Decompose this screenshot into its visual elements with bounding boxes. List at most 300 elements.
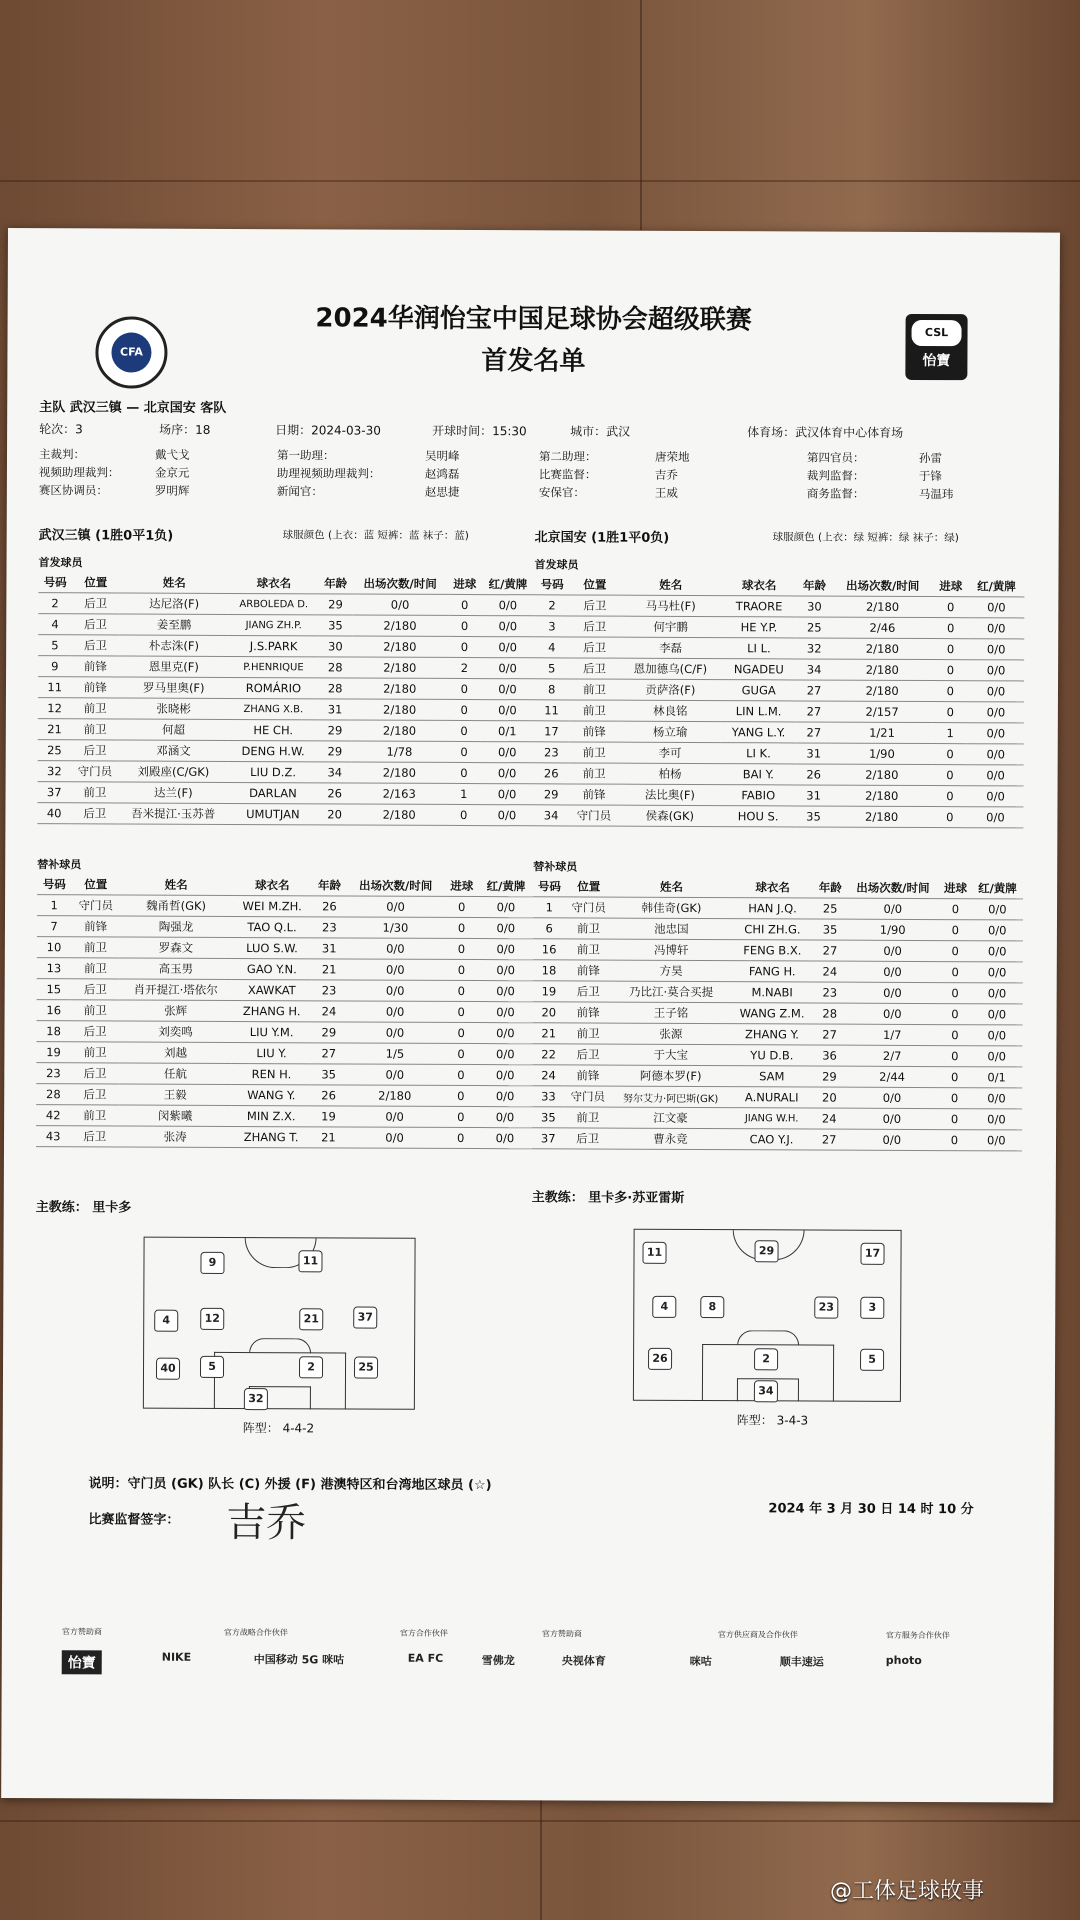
player-shirt: 2: [754, 1348, 778, 1370]
sponsor-logo: 顺丰速运: [779, 1655, 824, 1669]
player-cell: 1/7: [846, 1024, 939, 1045]
player-row: [38, 698, 534, 721]
player-row: [533, 918, 1023, 941]
official-role: 新闻官：: [276, 484, 323, 499]
player-cell: 0/0: [346, 1127, 444, 1148]
sponsor-logo: photo: [885, 1653, 922, 1668]
player-cell: 刘越: [119, 1042, 231, 1063]
player-cell: 35: [312, 1064, 346, 1085]
official-role: 商务监督：: [806, 486, 865, 501]
official-name: 王威: [654, 485, 678, 500]
player-row: [534, 721, 1024, 744]
player-shirt: 8: [700, 1296, 724, 1318]
player-cell: 21: [532, 1023, 565, 1044]
player-cell: P.HENRIQUE: [228, 656, 318, 677]
away-coach: 主教练： 里卡多·苏亚雷斯: [531, 1190, 685, 1206]
player-cell: 2/180: [352, 699, 448, 720]
player-row: [38, 593, 534, 616]
player-cell: 2: [534, 595, 569, 616]
player-cell: 23: [814, 982, 847, 1003]
player-cell: 27: [814, 940, 847, 961]
player-cell: 0/0: [480, 805, 533, 826]
home-coach: 主教练： 里卡多: [35, 1200, 132, 1216]
player-cell: 0: [933, 597, 968, 618]
player-cell: 0/0: [478, 1128, 532, 1149]
player-cell: 0: [444, 1085, 478, 1106]
player-row: [36, 1084, 532, 1107]
player-cell: FANG H.: [731, 961, 814, 982]
player-row: [534, 637, 1024, 660]
player-cell: 江文豪: [611, 1107, 730, 1129]
player-cell: BAI Y.: [721, 764, 796, 785]
player-cell: 后卫: [565, 1044, 611, 1065]
player-cell: 0/0: [481, 637, 534, 658]
player-cell: YANG L.Y.: [721, 722, 796, 743]
player-cell: 前卫: [565, 939, 611, 960]
away-formation: 阵型： 3-4-3: [736, 1413, 809, 1428]
player-cell: 2/180: [832, 680, 933, 701]
player-cell: 30: [319, 636, 353, 657]
player-cell: 21: [312, 959, 346, 980]
sponsor-logo: 怡寶: [62, 1650, 102, 1674]
away-formation-pitch: [633, 1229, 902, 1402]
player-cell: 侯森(GK): [619, 805, 720, 826]
teams-line: 主队 武汉三镇 — 北京国安 客队: [39, 400, 227, 416]
player-cell: 1/5: [346, 1043, 444, 1064]
column-header: 红/黄牌: [481, 574, 534, 595]
player-cell: 31: [796, 785, 831, 806]
player-cell: 28: [318, 678, 352, 699]
player-cell: 0: [444, 1043, 478, 1064]
player-row: [534, 763, 1024, 786]
player-shirt: 23: [814, 1297, 838, 1319]
player-row: [37, 895, 533, 918]
player-cell: 0: [939, 920, 972, 941]
player-cell: DARLAN: [228, 782, 318, 803]
player-cell: 罗森文: [120, 937, 232, 958]
player-cell: 26: [318, 783, 352, 804]
player-cell: 0/0: [971, 1025, 1022, 1046]
player-cell: 0/0: [845, 1129, 938, 1150]
sponsor-logo: 咪咕: [689, 1654, 712, 1669]
column-header: 位置: [72, 572, 120, 593]
player-row: [532, 1128, 1022, 1151]
player-cell: 2/180: [832, 659, 933, 680]
player-cell: 4: [534, 637, 569, 658]
player-cell: 前卫: [569, 679, 619, 700]
column-header: 进球: [448, 574, 482, 595]
player-cell: 0: [939, 1046, 972, 1067]
sponsor-category: 官方赞助商: [541, 1629, 582, 1639]
column-header: 出场次数/时间: [846, 878, 939, 899]
column-header: 球衣名: [731, 877, 814, 898]
player-cell: 0/0: [971, 1046, 1022, 1067]
player-cell: 前卫: [569, 742, 619, 763]
column-header: 进球: [939, 878, 972, 899]
player-cell: 2/180: [351, 762, 447, 783]
player-row: [532, 1065, 1022, 1088]
player-cell: LIU Y.M.: [231, 1021, 311, 1042]
player-cell: 2/44: [846, 1066, 939, 1087]
away-team-name: 北京国安 (1胜1平0负): [534, 530, 670, 546]
player-cell: 0/0: [352, 594, 448, 615]
official-role: 视频助理裁判：: [38, 465, 120, 480]
csl-logo: CSL 怡寶: [905, 314, 967, 380]
player-cell: 29: [813, 1066, 846, 1087]
player-cell: 11: [38, 677, 72, 698]
column-header: 出场次数/时间: [347, 875, 445, 896]
player-cell: 0: [444, 959, 478, 980]
player-cell: 0: [447, 762, 481, 783]
player-cell: JIANG ZH.P.: [229, 614, 319, 635]
player-cell: LI K.: [721, 743, 796, 764]
player-cell: 2: [38, 593, 72, 614]
player-cell: 朴志洙(F): [119, 635, 228, 656]
player-row: [38, 656, 534, 679]
player-row: [534, 742, 1024, 765]
player-cell: 16: [533, 939, 566, 960]
player-cell: 28: [813, 1003, 846, 1024]
player-cell: 曹永竞: [611, 1128, 730, 1150]
player-cell: 0/0: [346, 1022, 444, 1043]
player-cell: 24: [814, 961, 847, 982]
player-cell: 2/180: [352, 636, 448, 657]
player-cell: 1: [37, 895, 71, 916]
player-cell: 0: [933, 639, 968, 660]
player-cell: 0: [939, 1025, 972, 1046]
player-row: [533, 939, 1023, 962]
player-cell: 27: [796, 722, 831, 743]
player-cell: UMUTJAN: [228, 803, 318, 824]
player-cell: 2/163: [351, 783, 447, 804]
sponsor-category: 官方供应商及合作伙伴: [717, 1630, 798, 1640]
round: 轮次：3: [39, 422, 83, 437]
player-cell: 李可: [619, 742, 720, 763]
player-cell: 守门员: [565, 1086, 611, 1107]
sponsor-logo: 中国移动 5G 咪咕: [253, 1653, 345, 1667]
player-cell: 2/180: [351, 804, 447, 825]
player-row: [36, 1042, 532, 1065]
player-cell: 19: [311, 1106, 345, 1127]
supervisor-signature: 吉乔: [226, 1499, 307, 1547]
player-cell: 1/90: [831, 743, 932, 764]
player-cell: 刘奕鸣: [120, 1021, 232, 1042]
player-cell: 2/180: [352, 657, 448, 678]
official-name: 吉乔: [654, 467, 678, 482]
player-cell: 31: [318, 699, 352, 720]
player-cell: 前锋: [71, 677, 119, 698]
player-cell: 20: [813, 1087, 846, 1108]
player-cell: 29: [312, 1022, 346, 1043]
player-cell: 0: [933, 702, 968, 723]
player-shirt: 5: [200, 1356, 224, 1378]
player-cell: 后卫: [70, 1126, 119, 1147]
player-cell: 10: [37, 937, 71, 958]
home-starters-label: 首发球员: [38, 556, 83, 570]
player-cell: 于大宝: [611, 1044, 730, 1066]
player-cell: WANG Y.: [231, 1084, 311, 1105]
player-cell: 0/0: [968, 723, 1024, 744]
player-cell: 0: [932, 744, 967, 765]
player-cell: 后卫: [569, 658, 619, 679]
player-cell: 张晓彬: [119, 698, 228, 719]
player-shirt: 11: [642, 1242, 666, 1264]
player-cell: 0/0: [478, 1086, 532, 1107]
player-cell: 后卫: [71, 979, 120, 1000]
player-cell: 26: [311, 1085, 345, 1106]
player-cell: 杨立瑜: [619, 721, 720, 742]
official-role: 安保官：: [538, 485, 585, 500]
column-header: 姓名: [120, 874, 232, 895]
player-row: [533, 897, 1023, 920]
player-cell: 0: [938, 1067, 971, 1088]
player-cell: 0: [448, 636, 482, 657]
player-cell: 0/0: [347, 896, 445, 917]
player-cell: 0/0: [346, 959, 444, 980]
player-row: [37, 1000, 533, 1023]
player-cell: 23: [534, 742, 569, 763]
player-row: [534, 595, 1024, 618]
player-cell: 2/180: [831, 806, 932, 827]
player-cell: 0/0: [968, 660, 1024, 681]
player-cell: ZHANG Y.: [731, 1024, 814, 1045]
player-cell: 35: [814, 919, 847, 940]
column-header: 号码: [37, 874, 71, 895]
player-cell: 33: [532, 1086, 565, 1107]
player-cell: 贡萨洛(F): [620, 679, 721, 700]
player-cell: 0/0: [481, 742, 534, 763]
player-cell: 19: [36, 1042, 70, 1063]
player-cell: 0/0: [846, 1003, 939, 1024]
player-cell: 0: [932, 807, 967, 828]
sponsor-category: 官方服务合作伙伴: [885, 1630, 950, 1641]
player-cell: 0/0: [478, 1107, 532, 1128]
player-cell: 2/180: [352, 720, 448, 741]
player-cell: 0/0: [971, 1004, 1022, 1025]
player-cell: 16: [37, 1000, 71, 1021]
player-cell: 0/0: [971, 941, 1022, 962]
player-cell: 守门员: [565, 897, 611, 918]
player-cell: 李磊: [620, 637, 721, 658]
player-cell: 刘殿座(C/GK): [119, 761, 228, 782]
kickoff-time: 开球时间：15:30: [432, 423, 527, 439]
player-cell: 后卫: [72, 593, 120, 614]
player-cell: 肖开提江·塔依尔: [120, 979, 232, 1000]
player-cell: 恩里克(F): [119, 656, 228, 677]
player-shirt: 40: [156, 1358, 180, 1380]
player-cell: 王子铭: [611, 1002, 730, 1024]
player-cell: 0/0: [971, 1088, 1022, 1109]
player-cell: 0: [939, 983, 972, 1004]
player-cell: YU D.B.: [730, 1045, 813, 1066]
player-cell: 前卫: [565, 1023, 611, 1044]
player-row: [534, 658, 1024, 681]
player-cell: 张源: [611, 1023, 730, 1045]
player-cell: 达兰(F): [119, 782, 228, 803]
player-cell: 0/0: [478, 960, 532, 981]
player-cell: 0/1: [971, 1067, 1022, 1088]
player-cell: HE Y.P.: [721, 617, 796, 638]
player-cell: 前卫: [565, 1107, 611, 1128]
player-cell: 2/180: [832, 638, 933, 659]
player-cell: 张辉: [120, 1000, 232, 1021]
sponsor-logo: 雪佛龙: [481, 1654, 515, 1668]
player-cell: 1/21: [831, 722, 932, 743]
player-cell: 0/0: [346, 938, 444, 959]
player-cell: 0: [444, 896, 478, 917]
official-role: 第二助理：: [538, 449, 597, 464]
player-cell: 0: [444, 1064, 478, 1085]
player-shirt: 25: [354, 1357, 378, 1379]
player-cell: FENG B.X.: [731, 940, 814, 961]
player-cell: 恩加德乌(C/F): [620, 658, 721, 679]
home-subs-label: 替补球员: [37, 858, 82, 872]
official-role: 第四官员：: [806, 450, 865, 465]
official-name: 马温玮: [918, 486, 954, 502]
player-cell: 高玉男: [120, 958, 232, 979]
official-role: 比赛监督：: [538, 467, 597, 482]
player-cell: 前卫: [71, 698, 119, 719]
player-cell: 0/0: [968, 618, 1024, 639]
player-row: [37, 803, 533, 826]
player-shirt: 37: [353, 1307, 377, 1329]
column-header: 出场次数/时间: [352, 574, 448, 595]
player-cell: 0/0: [971, 1109, 1022, 1130]
player-cell: 法比奥(F): [619, 784, 720, 805]
player-cell: TRAORE: [721, 596, 796, 617]
player-cell: 35: [796, 806, 831, 827]
player-cell: 0: [447, 741, 481, 762]
player-cell: 前卫: [565, 918, 611, 939]
player-cell: J.S.PARK: [229, 635, 319, 656]
player-cell: 20: [533, 1002, 566, 1023]
player-row: [37, 979, 533, 1002]
official-name: 吴明峰: [424, 448, 460, 463]
player-cell: 0: [447, 720, 481, 741]
player-cell: LIU D.Z.: [228, 761, 318, 782]
player-cell: 2/180: [831, 764, 932, 785]
column-header: 姓名: [620, 575, 721, 596]
player-cell: 27: [813, 1024, 846, 1045]
player-cell: 前锋: [565, 1002, 611, 1023]
player-cell: 24: [532, 1065, 565, 1086]
player-shirt: 4: [652, 1296, 676, 1318]
player-cell: 0: [444, 980, 478, 1001]
away-starters-table: [533, 574, 1024, 828]
column-header: 号码: [38, 572, 72, 593]
player-cell: 池忠国: [612, 918, 731, 940]
player-cell: 0/0: [846, 982, 939, 1003]
player-cell: 0/0: [968, 765, 1024, 786]
official-name: 赵鸿磊: [424, 466, 460, 481]
official-name: 唐荣地: [654, 449, 690, 464]
player-shirt: 26: [648, 1348, 672, 1370]
player-cell: ARBOLEDA D.: [229, 593, 319, 614]
column-header: 姓名: [120, 572, 229, 593]
player-row: [38, 614, 534, 637]
column-header: 球衣名: [229, 573, 319, 594]
match-number: 场序：18: [159, 422, 211, 437]
player-cell: HE CH.: [228, 719, 318, 740]
player-cell: 1/90: [846, 919, 939, 940]
official-role: 赛区协调员：: [38, 483, 108, 498]
player-cell: 0/0: [479, 918, 533, 939]
player-cell: 后卫: [71, 1063, 120, 1084]
player-cell: 张涛: [119, 1126, 231, 1147]
player-cell: 何超: [119, 719, 228, 740]
player-cell: 29: [319, 594, 353, 615]
player-row: [37, 782, 533, 805]
player-cell: 0/1: [481, 721, 534, 742]
player-cell: 0/0: [478, 1023, 532, 1044]
player-cell: 4: [38, 614, 72, 635]
player-cell: 0/0: [846, 961, 939, 982]
player-cell: 0: [938, 1130, 971, 1151]
player-cell: 守门员: [569, 805, 619, 826]
player-row: [36, 1063, 532, 1086]
player-cell: 31: [796, 743, 831, 764]
player-cell: 0: [933, 618, 968, 639]
player-cell: 34: [533, 805, 568, 826]
player-cell: 0/0: [346, 1064, 444, 1085]
player-cell: 0: [933, 681, 968, 702]
player-cell: 0/0: [478, 1044, 532, 1065]
official-name: 孙雷: [918, 450, 943, 466]
player-cell: 25: [38, 740, 72, 761]
player-cell: 达尼洛(F): [119, 593, 228, 614]
player-cell: 23: [36, 1063, 70, 1084]
player-cell: SAM: [730, 1066, 813, 1087]
player-cell: 0: [933, 660, 968, 681]
player-cell: 43: [36, 1126, 70, 1147]
player-cell: 29: [533, 784, 568, 805]
player-row: [533, 805, 1023, 828]
player-row: [533, 981, 1023, 1004]
player-cell: 17: [534, 721, 569, 742]
player-row: [532, 1023, 1022, 1046]
column-header: 位置: [570, 574, 620, 595]
player-cell: 0/0: [479, 897, 533, 918]
player-row: [534, 616, 1024, 639]
sponsor-logo: EA FC: [407, 1651, 444, 1665]
column-header: 号码: [533, 876, 566, 897]
player-row: [533, 1002, 1023, 1025]
player-cell: 0/0: [479, 939, 533, 960]
player-cell: 1: [447, 783, 481, 804]
player-cell: 29: [318, 720, 352, 741]
player-cell: 0: [444, 1001, 478, 1022]
player-shirt: 11: [298, 1250, 322, 1272]
player-cell: 3: [534, 616, 569, 637]
sponsor-category: 官方合作伙伴: [399, 1628, 448, 1638]
player-row: [533, 784, 1023, 807]
player-cell: REN H.: [231, 1063, 311, 1084]
sponsor-category: 官方赞助商: [61, 1627, 102, 1637]
player-cell: ZHANG T.: [231, 1126, 311, 1147]
column-header: 红/黄牌: [968, 576, 1024, 597]
away-starters-label: 首发球员: [534, 558, 579, 572]
away-subs-table: [532, 876, 1023, 1151]
player-cell: 冯博轩: [612, 939, 731, 961]
player-cell: 15: [37, 979, 71, 1000]
player-cell: 25: [797, 617, 832, 638]
player-cell: 王毅: [119, 1084, 231, 1105]
player-shirt: 2: [299, 1356, 323, 1378]
home-formation-pitch: [143, 1237, 416, 1410]
player-cell: 1/78: [352, 741, 448, 762]
player-cell: 后卫: [71, 803, 119, 824]
player-cell: 21: [311, 1127, 345, 1148]
